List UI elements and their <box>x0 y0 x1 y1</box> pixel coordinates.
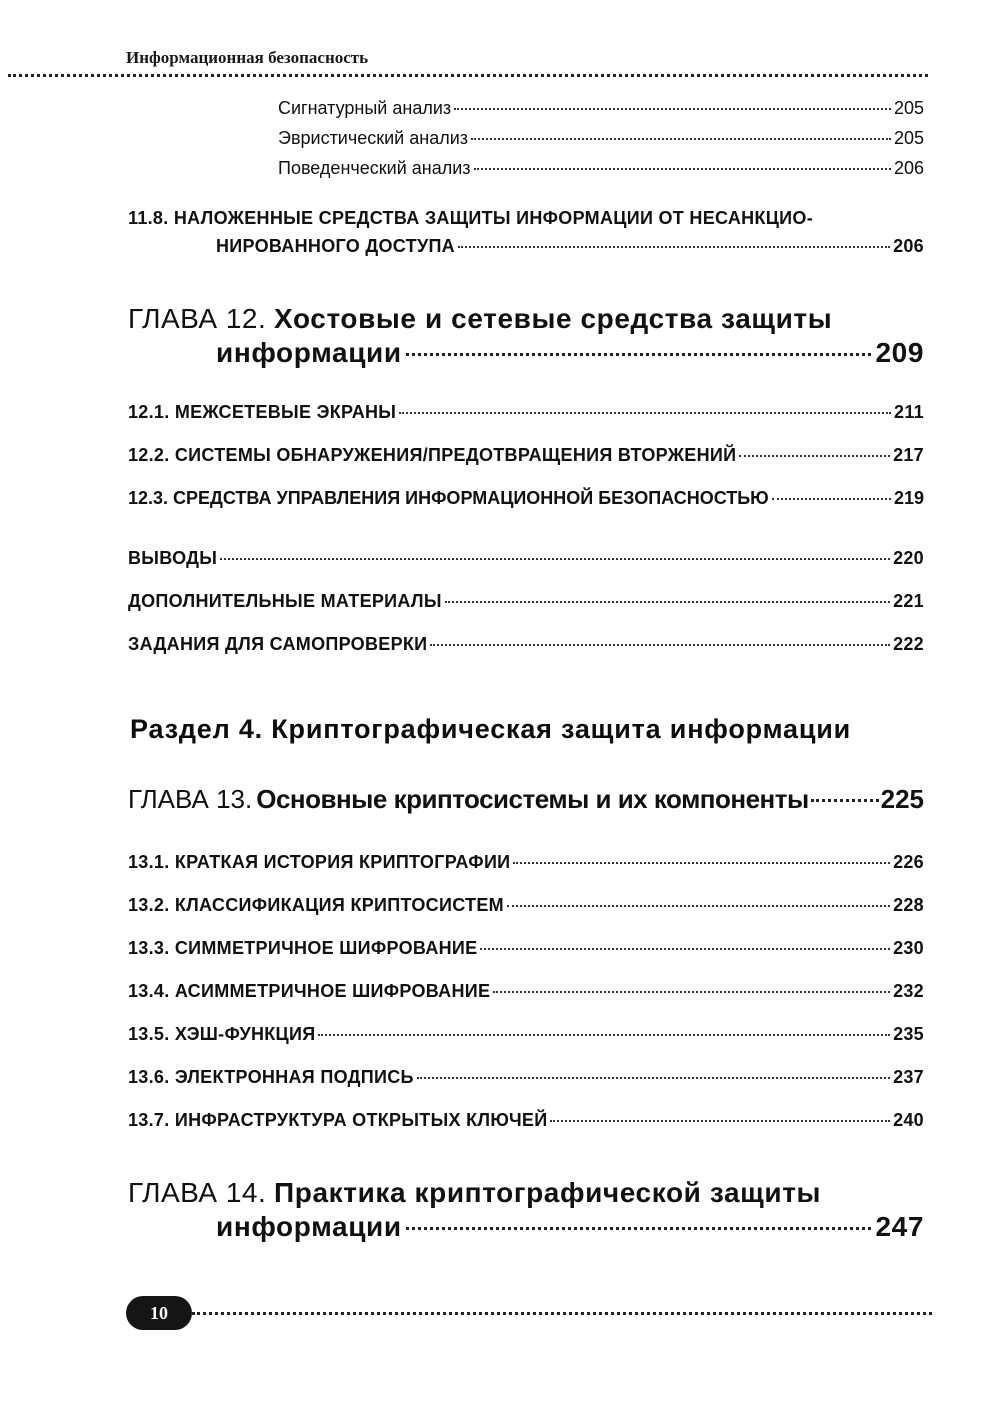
toc-entry-page: 211 <box>894 402 924 422</box>
chapter-page: 247 <box>875 1211 924 1242</box>
toc-entry-page: 206 <box>893 158 924 178</box>
toc-entry-title: ДОПОЛНИТЕЛЬНЫЕ МАТЕРИАЛЫ <box>128 591 442 611</box>
leader-dots <box>550 1120 890 1122</box>
chapter-title-cont: информации <box>216 337 402 368</box>
toc-entry-page: 230 <box>893 938 924 958</box>
toc-entry-title: НИРОВАННОГО ДОСТУПА <box>216 236 455 256</box>
toc-entry-self-check <box>128 634 924 655</box>
toc-entry-title: 12.3. СРЕДСТВА УПРАВЛЕНИЯ ИНФОРМАЦИОННОЙ БЕЗОПАСНОСТЬЮ <box>128 488 769 508</box>
chapter-title-cont: информации <box>216 1211 402 1242</box>
leader-dots <box>772 498 891 500</box>
toc-entry-page: 228 <box>893 895 924 915</box>
leader-dots <box>406 353 872 356</box>
toc-entry-title: Сигнатурный анализ <box>278 98 452 118</box>
leader-dots <box>430 644 890 646</box>
leader-dots <box>458 246 890 248</box>
page-number-badge: 10 <box>126 1296 192 1330</box>
toc-entry-title: 13.4. АСИММЕТРИЧНОЕ ШИФРОВАНИЕ <box>128 981 491 1001</box>
chapter-page: 209 <box>875 337 924 368</box>
chapter-13-heading <box>128 784 924 815</box>
toc-entry-13-7 <box>128 1110 924 1131</box>
toc-entry-behavioral-analysis <box>278 158 924 179</box>
toc-entry-title: 12.1. МЕЖСЕТЕВЫЕ ЭКРАНЫ <box>128 402 397 422</box>
header-dotted-rule <box>8 74 928 77</box>
toc-entry-12-1 <box>128 402 924 423</box>
toc-entry-page: 205 <box>893 98 924 118</box>
toc-entry-page: 220 <box>893 548 924 568</box>
toc-entry-title: Поведенческий анализ <box>278 158 471 178</box>
leader-dots <box>318 1034 890 1036</box>
toc-entry-title: ЗАДАНИЯ ДЛЯ САМОПРОВЕРКИ <box>128 634 428 654</box>
toc-entry-page: 240 <box>893 1110 924 1130</box>
toc-entry-page: 217 <box>893 445 924 465</box>
toc-entry-title: ВЫВОДЫ <box>128 548 218 568</box>
leader-dots <box>399 412 891 414</box>
leader-dots <box>220 558 890 560</box>
toc-entry-page: 219 <box>893 488 924 508</box>
chapter-12-heading <box>128 302 924 370</box>
toc-entry-12-2 <box>128 445 924 466</box>
chapter-page: 225 <box>880 784 924 814</box>
chapter-number: ГЛАВА 12. <box>128 303 267 334</box>
leader-dots <box>471 138 891 140</box>
toc-entry-page: 205 <box>893 128 924 148</box>
toc-entry-13-6 <box>128 1067 924 1088</box>
chapter-number: ГЛАВА 14. <box>128 1177 267 1208</box>
toc-entry-additional-materials <box>128 591 924 612</box>
toc-entry-13-1 <box>128 852 924 873</box>
toc-entry-page: 226 <box>893 852 924 872</box>
leader-dots <box>739 455 890 457</box>
toc-entry-heuristic-analysis <box>278 128 924 149</box>
page-footer <box>126 1296 932 1330</box>
leader-dots <box>493 991 890 993</box>
toc-entry-title: 13.3. СИММЕТРИЧНОЕ ШИФРОВАНИЕ <box>128 938 478 958</box>
toc-entry-page: 222 <box>893 634 924 654</box>
toc-entry-page: 235 <box>893 1024 924 1044</box>
chapter-number: ГЛАВА 13. <box>128 784 253 814</box>
toc-entry-title: 13.5. ХЭШ-ФУНКЦИЯ <box>128 1024 316 1044</box>
toc-entry-title: Эвристический анализ <box>278 128 469 148</box>
leader-dots <box>507 905 890 907</box>
toc-entry-13-3 <box>128 938 924 959</box>
toc-entry-12-3 <box>128 488 924 509</box>
toc-entry-title: 13.6. ЭЛЕКТРОННАЯ ПОДПИСЬ <box>128 1067 414 1087</box>
chapter-title: Практика криптографической защиты <box>274 1177 822 1208</box>
toc-entry-title: 12.2. СИСТЕМЫ ОБНАРУЖЕНИЯ/ПРЕДОТВРАЩЕНИЯ ВТОРЖЕНИЙ <box>128 445 737 465</box>
part-4-heading: Раздел 4. Криптографическая защита информации <box>130 714 852 744</box>
toc-entry-title: 13.2. КЛАССИФИКАЦИЯ КРИПТОСИСТЕМ <box>128 895 504 915</box>
leader-dots <box>474 168 891 170</box>
footer-dotted-rule <box>192 1312 932 1315</box>
chapter-title: Основные криптосистемы и их компоненты <box>256 784 809 814</box>
toc-entry-title: 13.7. ИНФРАСТРУКТУРА ОТКРЫТЫХ КЛЮЧЕЙ <box>128 1110 548 1130</box>
toc-entry-11-8-line1: 11.8. НАЛОЖЕННЫЕ СРЕДСТВА ЗАЩИТЫ ИНФОРМАЦИИ ОТ НЕСАНКЦИО- <box>128 208 814 228</box>
toc-entry-page: 221 <box>893 591 924 611</box>
leader-dots <box>406 1227 872 1230</box>
toc-entry-conclusions <box>128 548 924 569</box>
leader-dots <box>454 108 891 110</box>
toc-entry-page: 206 <box>893 236 924 256</box>
toc-entry-13-2 <box>128 895 924 916</box>
toc-entry-title: 13.1. КРАТКАЯ ИСТОРИЯ КРИПТОГРАФИИ <box>128 852 511 872</box>
toc-entry-page: 237 <box>893 1067 924 1087</box>
chapter-title: Хостовые и сетевые средства защиты <box>274 303 833 334</box>
toc-entry-signature-analysis <box>278 98 924 119</box>
toc-entry-13-4 <box>128 981 924 1002</box>
leader-dots <box>480 948 890 950</box>
toc-entry-11-8 <box>216 236 924 257</box>
leader-dots <box>417 1077 890 1079</box>
toc-entry-page: 232 <box>893 981 924 1001</box>
toc-entry-13-5 <box>128 1024 924 1045</box>
running-head: Информационная безопасность <box>126 48 369 67</box>
leader-dots <box>513 862 890 864</box>
leader-dots <box>445 601 890 603</box>
chapter-14-heading <box>128 1176 924 1244</box>
leader-dots <box>811 799 879 802</box>
